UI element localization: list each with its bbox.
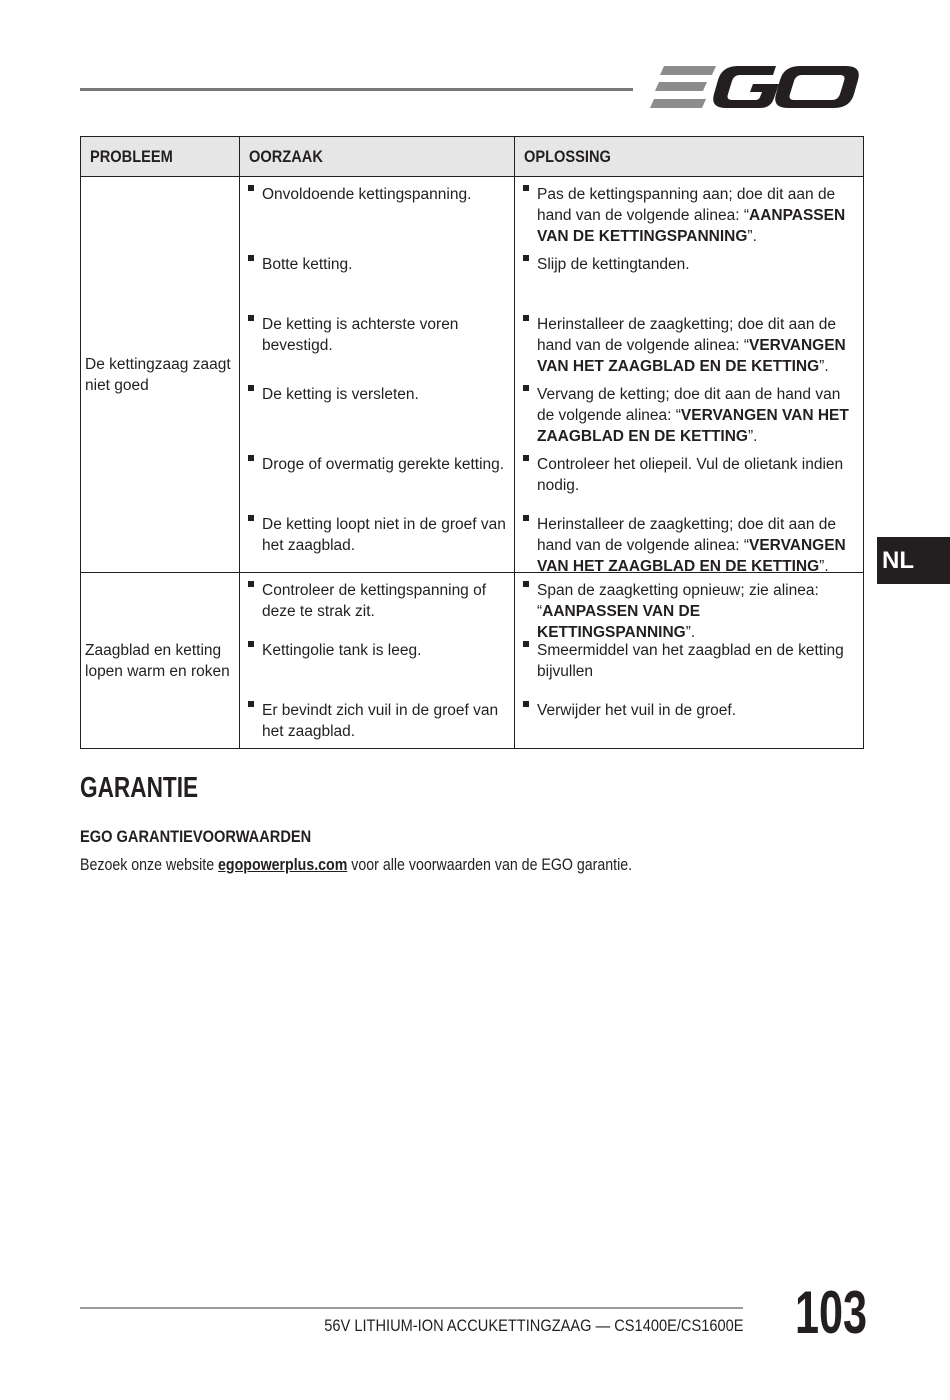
solution-text-pre: Slijp de kettingtanden.	[537, 256, 690, 273]
cause-cell	[240, 693, 515, 749]
cause-cell	[240, 573, 515, 634]
solution-text-post: ”.	[747, 428, 758, 445]
bullet-icon	[248, 701, 254, 707]
cause-text: De ketting loopt niet in de groef van het zaagblad.	[262, 516, 506, 554]
table-row	[81, 177, 864, 248]
solution-text-post: ”.	[685, 624, 696, 641]
cause-text: Onvoldoende kettingspanning.	[262, 186, 472, 203]
solution-reference: VERVANGEN VAN HET ZAAGBLAD EN DE KETTING	[537, 407, 849, 445]
bullet-icon	[248, 641, 254, 647]
solution-text	[537, 184, 860, 247]
solution-reference: VERVANGEN VAN HET ZAAGBLAD EN DE KETTING	[537, 337, 846, 375]
solution-text	[537, 314, 860, 377]
problem-cell	[81, 177, 240, 573]
cause-cell	[240, 377, 515, 447]
solution-text-pre: Span de zaagketting opnieuw; zie alinea: “	[537, 582, 819, 620]
bullet-icon	[248, 255, 254, 261]
bullet-icon	[248, 455, 254, 461]
solution-cell	[515, 633, 864, 693]
language-tab	[877, 537, 950, 584]
cause-text: De ketting is versleten.	[262, 386, 419, 403]
garantie-text	[80, 856, 632, 875]
solution-text-pre: Herinstalleer de zaagketting; doe dit aan de hand van de volgende alinea: “	[537, 316, 837, 354]
cause-text: De ketting is achterste voren bevestigd.	[262, 316, 459, 354]
solution-cell	[515, 447, 864, 507]
solution-text	[537, 454, 860, 496]
website-link[interactable]: egopowerplus.com	[218, 856, 348, 874]
solution-text	[537, 640, 860, 682]
header-oplossing: OPLOSSING	[515, 137, 864, 177]
solution-text-pre: Controleer het oliepeil. Vul de olietank indien nodig.	[537, 456, 844, 494]
solution-text-post: ”.	[819, 358, 829, 375]
solution-reference: AANPASSEN VAN DE KETTINGSPANNING	[537, 603, 701, 641]
problem-cell	[81, 573, 240, 749]
problem-text: De kettingzaag zaagt niet goed	[85, 355, 231, 394]
cause-cell	[240, 447, 515, 507]
solution-text-post: ”.	[747, 228, 757, 245]
header-rule	[80, 88, 633, 91]
solution-text	[537, 254, 860, 275]
page-number: 103	[795, 1279, 868, 1346]
problem-text: Zaagblad en ketting lopen warm en roken	[85, 641, 230, 680]
solution-cell	[515, 247, 864, 307]
cause-cell	[240, 507, 515, 573]
solution-text-pre: Pas de kettingspanning aan; doe dit aan de hand van de volgende alinea: “	[537, 186, 836, 224]
footer-document-title: 56V LITHIUM-ION ACCUKETTINGZAAG — CS1400E/CS1600E	[323, 1316, 743, 1335]
bullet-icon	[523, 701, 529, 707]
solution-cell	[515, 177, 864, 248]
solution-reference: AANPASSEN VAN DE KETTINGSPANNING	[537, 207, 846, 245]
cause-text: Droge of overmatig gerekte ketting.	[262, 456, 505, 473]
bullet-icon	[523, 185, 529, 191]
solution-reference: VERVANGEN VAN HET ZAAGBLAD EN DE KETTING	[537, 537, 846, 575]
garantie-text-pre: Bezoek onze website	[80, 856, 219, 874]
solution-cell	[515, 307, 864, 377]
solution-text-pre: Smeermiddel van het zaagblad en de ketting bijvullen	[537, 642, 844, 680]
cause-cell	[240, 177, 515, 248]
bullet-icon	[523, 255, 529, 261]
cause-text: Botte ketting.	[262, 256, 353, 273]
bullet-icon	[523, 315, 529, 321]
bullet-icon	[523, 455, 529, 461]
cause-cell	[240, 247, 515, 307]
bullet-icon	[523, 581, 529, 587]
table-header-row	[81, 137, 864, 177]
bullet-icon	[248, 315, 254, 321]
solution-cell	[515, 573, 864, 641]
solution-text	[537, 514, 860, 577]
bullet-icon	[248, 385, 254, 391]
bullet-icon	[523, 385, 529, 391]
ego-logo	[650, 63, 862, 113]
cause-text: Er bevindt zich vuil in de groef van het zaagblad.	[262, 702, 499, 740]
troubleshooting-table	[80, 136, 864, 749]
bullet-icon	[248, 515, 254, 521]
solution-text	[537, 700, 860, 721]
solution-text-pre: Verwijder het vuil in de groef.	[537, 702, 737, 719]
header-probleem: PROBLEEM	[81, 137, 240, 177]
cause-text: Kettingolie tank is leeg.	[262, 642, 422, 659]
bullet-icon	[523, 641, 529, 647]
bullet-icon	[248, 185, 254, 191]
header-oorzaak: OORZAAK	[240, 137, 515, 177]
cause-cell	[240, 633, 515, 693]
bullet-icon	[248, 581, 254, 587]
solution-text-post: ”.	[819, 558, 829, 575]
section-subtitle: EGO GARANTIEVOORWAARDEN	[80, 827, 312, 846]
bullet-icon	[523, 515, 529, 521]
solution-cell	[515, 693, 864, 749]
solution-text-pre: Herinstalleer de zaagketting; doe dit aan de hand van de volgende alinea: “	[537, 516, 837, 554]
solution-cell	[515, 377, 864, 447]
footer-rule	[80, 1307, 743, 1309]
garantie-text-post: voor alle voorwaarden van de EGO garantie.	[347, 856, 633, 874]
language-tab-label: NL	[882, 546, 914, 574]
solution-text-pre: Vervang de ketting; doe dit aan de hand van de volgende alinea: “	[537, 386, 841, 424]
section-title: GARANTIE	[80, 772, 199, 804]
table-row	[81, 573, 864, 634]
cause-text: Controleer de kettingspanning of deze te strak zit.	[262, 582, 487, 620]
cause-cell	[240, 307, 515, 377]
solution-text	[537, 384, 860, 447]
solution-cell	[515, 507, 864, 573]
